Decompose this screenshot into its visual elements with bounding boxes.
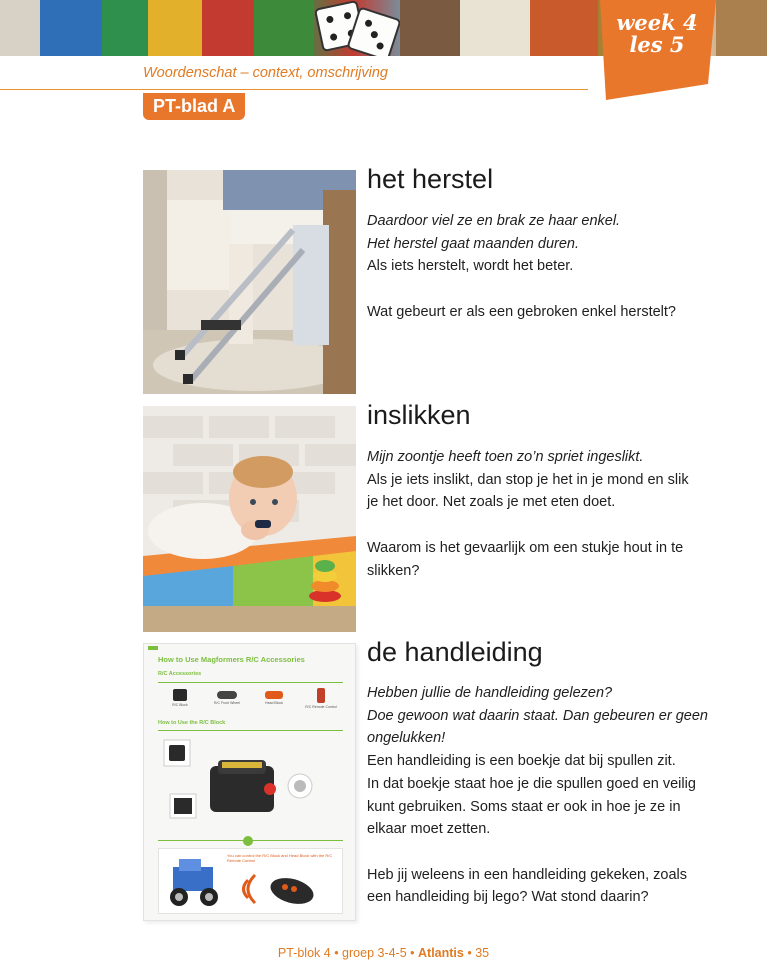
footer-group: groep 3-4-5 [342,946,407,960]
word-text-inslikken [367,446,727,582]
question-line: Heb jij weleens in een handleiding gekeken, zoals [367,866,688,883]
manual-heading: How to Use Magformers R/C Accessories [158,655,305,664]
manual-item: R/C Block [158,686,202,716]
baby-photo [143,406,356,632]
week-lesson-tag [598,0,716,100]
question-line: Wat gebeurt er als een gebroken enkel herstelt? [367,303,676,320]
rc-block-illustration [158,736,343,836]
example-line: Het herstel gaat maanden duren. [367,235,579,252]
manual-items-row [158,686,343,716]
question-line: Waarom is het gevaarlijk om een stukje hout in te [367,539,684,556]
example-line: Daardoor viel ze en brak ze haar enkel. [367,213,621,229]
header-divider [0,89,588,90]
manual-page-photo [143,643,356,921]
footer-block: PT-blok 4 [277,946,331,960]
rc-car-icon [163,855,227,909]
definition-line: Als iets herstelt, wordt het beter. [367,258,574,275]
word-text-handleiding [367,682,727,909]
word-title-inslikken: inslikken [367,400,471,430]
pt-badge: PT-blad A [143,93,245,120]
example-line: ongelukken! [367,730,446,747]
question-line: slikken? [367,562,420,579]
example-line: Hebben jullie de handleiding gelezen? [367,685,613,701]
definition-line: je het door. Net zoals je met eten doet. [367,494,616,511]
definition-line: elkaar moet zetten. [367,821,491,838]
subject-title: Woordenschat – context, omschrijving [143,65,388,81]
page-footer: PT-blok 4 • groep 3-4-5 • Atlantis • 35 [277,946,490,960]
example-line: Mijn zoontje heeft toen zo’n spriet ingeslikt. [367,449,644,465]
signal-icon [235,871,263,907]
manual-accessories-title: R/C Accessories [158,671,202,677]
manual-item: R/C Remote Control [299,686,343,716]
definition-line: Als je iets inslikt, dan stop je het in je mond en slik [367,471,689,488]
word-text-herstel [367,210,727,324]
word-title-handleiding: de handleiding [367,637,543,667]
word-title-herstel: het herstel [367,164,494,194]
definition-line: kunt gebruiken. Soms staat er ook in hoe je ze in [367,798,681,815]
footer-method: Atlantis [418,946,464,960]
manual-item: Head Block [252,686,296,716]
manual-item: R/C Front Wheel [205,686,249,716]
page-number: 35 [475,946,490,960]
remote-control-panel [158,848,343,914]
definition-line: Een handleiding is een boekje dat bij spullen zit. [367,753,676,770]
crutches-photo [143,170,356,394]
lesson-label: les 5 [629,32,685,57]
remote-control-icon [267,871,317,907]
question-line: een handleiding bij lego? Wat stond daarin? [367,889,649,906]
chevron-down-icon [243,836,253,846]
manual-control-note: You can control the R/C Block and Head Block with the R/C Remote Control [227,853,333,863]
week-label: week 4 [616,10,698,35]
manual-howto-title: How to Use the R/C Block [158,720,226,726]
definition-line: In dat boekje staat hoe je die spullen goed en veilig [367,775,696,792]
example-line: Doe gewoon wat daarin staat. Dan gebeuren er geen [367,707,708,724]
